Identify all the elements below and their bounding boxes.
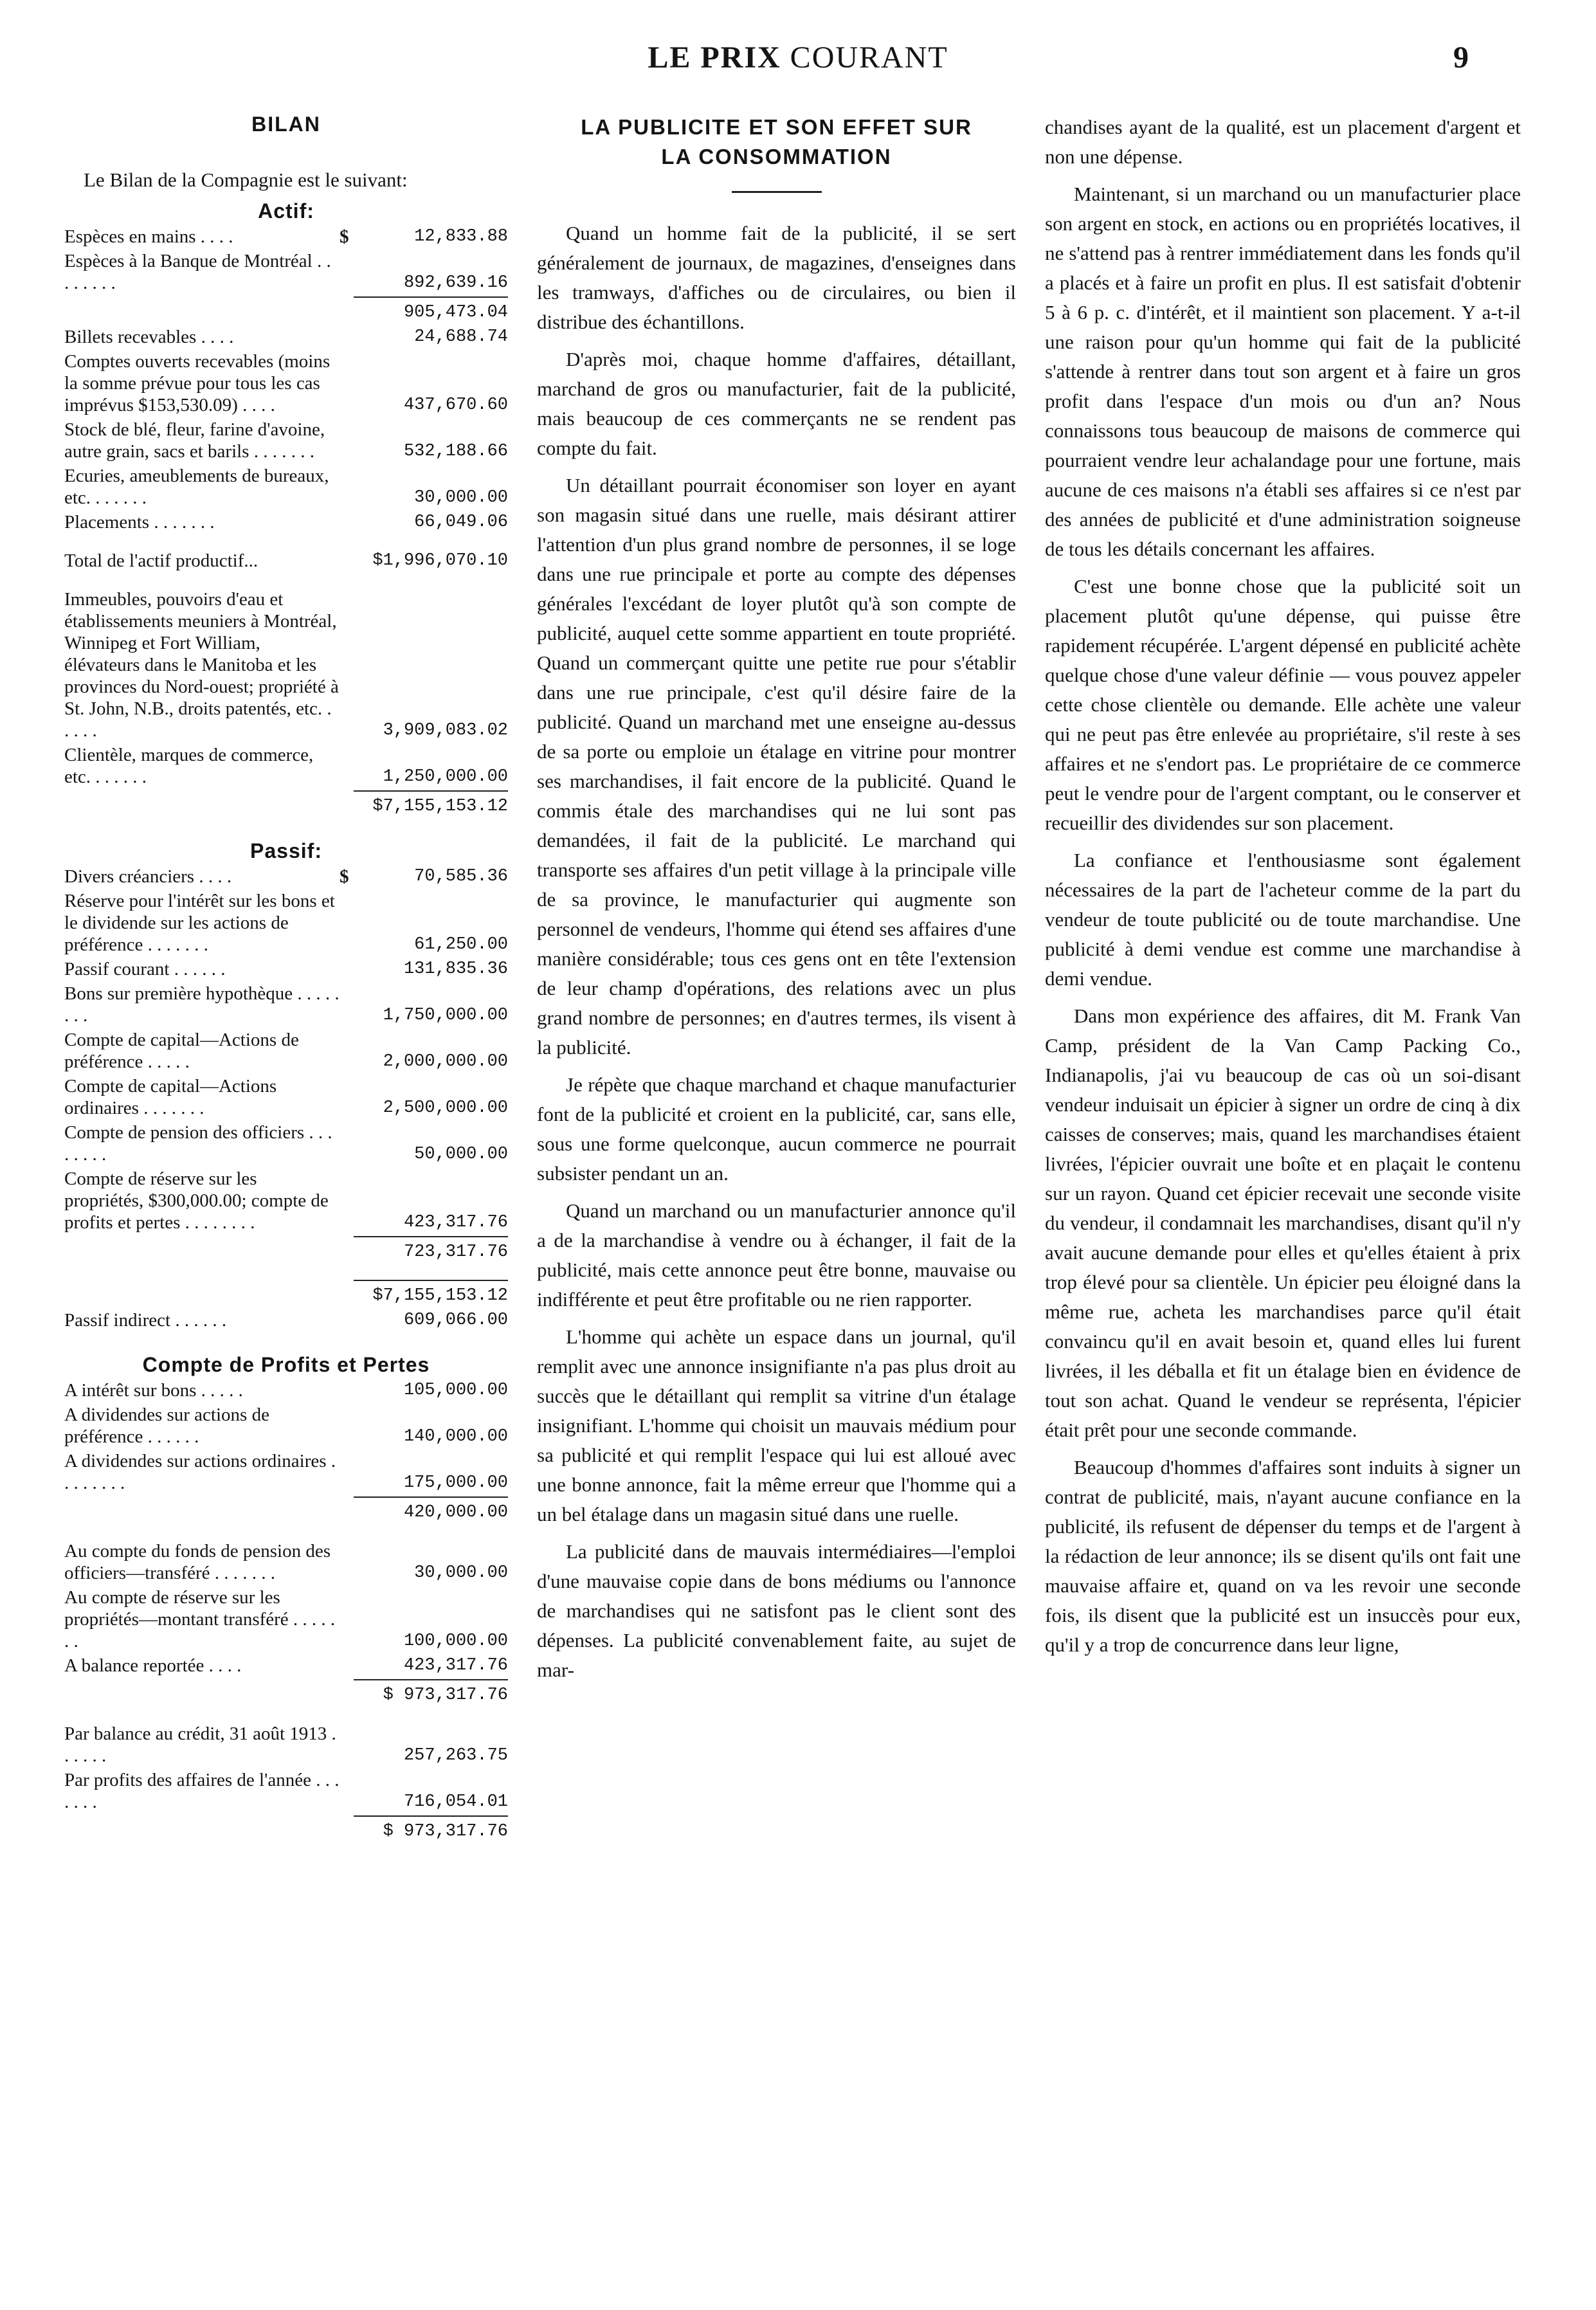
row-amount: 105,000.00 (403, 1381, 508, 1400)
row-amount: 61,250.00 (414, 935, 508, 954)
row-amount: 716,054.01 (403, 1792, 508, 1812)
row-label: Compte de capital—Actions ordinaires . . . . . . . (64, 1076, 277, 1118)
bilan-intro: Le Bilan de la Compagnie est le suivant: (84, 168, 408, 191)
financial-row (64, 866, 508, 887)
financial-row (64, 1655, 508, 1677)
article-title (537, 113, 1016, 172)
row-spacer (64, 1526, 508, 1538)
article-paragraph: Beaucoup d'hommes d'affaires sont induits à signer un contrat de publicité, mais, n'ayant aucune confiance en la publicité, ils refusent de dépenser du temps et de l'argent à la rédaction de leur annonce; ils se disent qu'ils ont fait une mauvaise affaire et, quand on va les revoir une seconde fois, ils disent que la publicité est un insuccès pour eux, qu'il y a trop de concurrence dans leur ligne, (1045, 1456, 1521, 1656)
article-body-2 (1045, 179, 1521, 1660)
page-header (0, 40, 1596, 85)
article-paragraph: Quand un marchand ou un manufacturier annonce qu'il a de la marchandise à vendre ou à échanger, il fait de la publicité, mais cette annonce peut être bonne, mauvaise ou indifférente et peut être profitable ou ne rien rapporter. (537, 1199, 1016, 1311)
article-paragraph: D'après moi, chaque homme d'affaires, détaillant, marchand de gros ou manufacturier, fait de la publicité, mais beaucoup de ces commerçants ne se rendent pas compte du fait. (537, 348, 1016, 459)
row-label: Compte de réserve sur les propriétés, $300,000.00; compte de profits et pertes . . . . . . . . (64, 1169, 329, 1233)
row-amount: 420,000.00 (354, 1496, 508, 1523)
row-amount: 423,317.76 (403, 1656, 508, 1675)
financial-row (64, 1075, 508, 1119)
row-spacer (64, 1709, 508, 1720)
row-amount: 892,639.16 (403, 273, 508, 293)
row-label: Immeubles, pouvoirs d'eau et établissements meuniers à Montréal, Winnipeg et Fort William, élévateurs dans le Manitoba et les provinces du Nord-ouest; propriété à St. John, N.B., droits patentés, etc. . . . . . (64, 589, 339, 741)
financial-row (64, 1404, 508, 1448)
row-label: Stock de blé, fleur, farine d'avoine, autre grain, sacs et barils . . . . . . . (64, 419, 325, 462)
row-amount: 723,317.76 (354, 1236, 508, 1263)
row-label: Total de l'actif productif... (64, 550, 258, 571)
journal-title-rest: COURANT (790, 41, 948, 75)
actif-table (64, 226, 508, 817)
row-amount: 609,066.00 (403, 1311, 508, 1330)
article-paragraph: C'est une bonne chose que la publicité soit un placement plutôt qu'une dépense, qui puisse être rapidement récupérée. L'argent dépensé en publicité achète quelque chose d'une valeur définie — vous pouvez appeler cette chose clientèle ou demande. Elle achète une valeur qui ne peut pas être enlevée au propriétaire, s'il reste à ses affaires et ne s'endort pas. Le propriétaire de ce commerce peut le vendre pour de l'argent comptant, ou le conserver et recueillir des dividendes sur son placement. (1045, 575, 1521, 834)
row-amount: 3,909,083.02 (383, 721, 508, 740)
row-amount: 70,585.36 (414, 867, 508, 886)
row-label: Passif courant . . . . . . (64, 959, 226, 979)
row-amount: $7,155,153.12 (354, 1280, 508, 1307)
row-amount: 175,000.00 (403, 1473, 508, 1493)
article-paragraph: La publicité dans de mauvais intermédiaires—l'emploi d'une mauvaise copie dans de bons médiums ou l'annonce de marchandises qui ne satisfont pas le client sont des dépenses. La publicité convenablement faite, au sujet de mar- (537, 1540, 1016, 1681)
row-label: Clientèle, marques de commerce, etc. . . . . . . (64, 745, 314, 787)
financial-row (64, 1122, 508, 1165)
financial-row (64, 1450, 508, 1494)
row-label: A dividendes sur actions ordinaires . . . . . . . . (64, 1451, 336, 1493)
financial-row (64, 790, 508, 817)
passif-title: Passif: (250, 839, 322, 862)
financial-row (64, 296, 508, 323)
profits-pertes-table (64, 1379, 508, 1842)
row-label: Par balance au crédit, 31 août 1913 . . . . . . (64, 1723, 336, 1766)
row-amount: 1,250,000.00 (383, 767, 508, 787)
article-title-line2: LA CONSOMMATION (661, 145, 892, 168)
financial-row (64, 1309, 508, 1331)
row-spacer (64, 574, 508, 586)
financial-row (64, 226, 508, 248)
row-amount: $ 973,317.76 (354, 1679, 508, 1706)
journal-title (0, 40, 1596, 75)
row-amount: $7,155,153.12 (354, 790, 508, 817)
row-label: Divers créanciers . . . . (64, 866, 232, 887)
row-amount: 12,833.88 (414, 227, 508, 246)
financial-row (64, 1280, 508, 1307)
row-currency: $ (340, 866, 349, 887)
passif-table (64, 866, 508, 1331)
article-column-1 (537, 113, 1016, 1693)
financial-row (64, 890, 508, 956)
row-label: Bons sur première hypothèque . . . . . . . . (64, 983, 340, 1026)
profits-pertes-title: Compte de Profits et Pertes (142, 1353, 430, 1376)
row-amount: 66,049.06 (414, 513, 508, 532)
financial-row (64, 1540, 508, 1584)
row-label: Placements . . . . . . . (64, 512, 215, 532)
financial-row (64, 1815, 508, 1842)
row-amount: $1,996,070.10 (372, 551, 508, 570)
row-label: A balance reportée . . . . (64, 1655, 242, 1676)
financial-row (64, 1029, 508, 1073)
financial-row (64, 588, 508, 741)
row-amount: 50,000.00 (414, 1145, 508, 1164)
row-spacer (64, 536, 508, 547)
financial-row (64, 1168, 508, 1233)
article-paragraph: Un détaillant pourrait économiser son loyer en ayant son magasin situé dans une ruelle, mais désirant attirer l'attention d'un plus grand nombre de personnes, il se loge dans une rue principale et porte au compte des dépenses générales l'excédant de loyer plutôt qu'à son compte de publicité, auquel cette somme appartient en toute propriété. Quand un commerçant quitte une petite rue pour s'établir dans une rue principale, c'est qu'il désire faire de la publicité. Quand un marchand met une enseigne au-dessus de sa porte ou emploie un étalage en vitrine pour montrer ses marchandises, il fait encore de la publicité. Quand le commis étale des marchandises qui ne lui sont pas demandées, il fait de la publicité. Le marchand qui transporte ses affaires d'un petit village à la principale ville de sa province, le manufacturier qui augmente son personnel de vendeurs, l'homme qui étend ses affaires d'une manière considérable; tous ces gens ont en tête l'extension de leur champ d'opérations, des relations avec un plus grand nombre de personnes; en d'autres termes, ils visent à la publicité. (537, 474, 1016, 1059)
row-amount: 257,263.75 (403, 1746, 508, 1765)
actif-title: Actif: (258, 199, 314, 223)
article-paragraph: La confiance et l'enthousiasme sont également nécessaires de la part de l'acheteur comme de la part du vendeur de toute publicité ou de toute marchandise. Une publicité à demi vendue est comme une marchandise à demi vendue. (1045, 849, 1521, 990)
row-label: Au compte de réserve sur les propriétés—montant transféré . . . . . . . (64, 1587, 336, 1651)
financial-row (64, 1496, 508, 1523)
row-amount: 532,188.66 (403, 442, 508, 461)
row-amount: 905,473.04 (354, 296, 508, 323)
financial-row (64, 1723, 508, 1767)
article-paragraph: Maintenant, si un marchand ou un manufacturier place son argent en stock, en actions ou en propriétés locatives, il ne s'attend pas à rentrer immédiatement dans les fonds qu'il a placés et à faire un profit en plus. Il est satisfait d'obtenir 5 à 6 p. c. d'intérêt, et il maintient son placement. Y a-t-il une raison pour qu'un homme qui fait de la publicité s'attende à rentrer dans tout son argent et à faire un gros profit dans l'espace d'un mois ou d'un an? Nous connaissons tous beaucoup de maisons de commerce qui pourraient vendre leur achalandage pour une fortune, mais aucune de ces maisons n'a établi ses affaires si ce n'est par des années de publicité et d'une administration soigneuse de tous les détails concernant les affaires. (1045, 183, 1521, 560)
financial-row (64, 958, 508, 980)
article-title-line1: LA PUBLICITE ET SON EFFET SUR (581, 115, 972, 139)
row-amount: 24,688.74 (414, 327, 508, 347)
row-label: A intérêt sur bons . . . . . (64, 1380, 243, 1401)
page-number: 9 (1453, 41, 1469, 75)
financial-row (64, 1587, 508, 1652)
financial-row (64, 465, 508, 509)
bilan-column (64, 113, 508, 1845)
article-paragraph: Dans mon expérience des affaires, dit M. Frank Van Camp, président de la Van Camp Packing Co., Indianapolis, j'ai vu beaucoup de cas où un soi-disant vendeur induisait un épicier à signer un ordre de cinq à dix caisses de conserves; mais, quand les marchandises étaient livrées, l'épicier ouvrait une boîte et en plaçait le contenu sur un rayon. Quand cet épicier recevait une seconde visite du vendeur, il condamnait les marchandises, disant qu'il n'y avait aucune demande pour elles et qu'elles étaient à prix trop élevé pour sa clientèle. Un épicier peu éloigné dans la même rue, acheta les marchandises parce qu'il était convaincu qu'il en avait besoin et, quand elles lui furent livrées, il les déballa et fit un étalage bien en évidence de tout son achat. Quand le vendeur se représenta, l'épicier était prêt pour une seconde commande. (1045, 1005, 1521, 1441)
row-amount: 2,500,000.00 (383, 1098, 508, 1118)
row-currency: $ (340, 226, 349, 247)
journal-title-le: LE PRIX (648, 41, 781, 75)
row-label: Espèces à la Banque de Montréal . . . . . . . . (64, 251, 331, 293)
article-paragraph: Quand un homme fait de la publicité, il se sert généralement de journaux, de magazines, d'enseignes dans les tramways, d'affiches ou de circulaires, ou bien il distribue des échantillons. (537, 222, 1016, 333)
financial-row (64, 744, 508, 788)
article-body-1 (537, 219, 1016, 1685)
row-amount: 437,670.60 (403, 396, 508, 415)
financial-row (64, 511, 508, 533)
row-label: Compte de pension des officiers . . . . . . . . (64, 1122, 332, 1165)
article-paragraph-continued: chandises ayant de la qualité, est un placement d'argent et non une dépense. (1045, 116, 1521, 168)
row-amount: 1,750,000.00 (383, 1006, 508, 1025)
row-amount: 100,000.00 (403, 1632, 508, 1651)
financial-row (64, 250, 508, 294)
row-label: Espèces en mains . . . . (64, 226, 233, 247)
row-amount: 2,000,000.00 (383, 1052, 508, 1071)
row-label: Par profits des affaires de l'année . . . . . . . (64, 1770, 340, 1812)
financial-row (64, 1236, 508, 1263)
article-column-2 (1045, 113, 1521, 1668)
row-label: Billets recevables . . . . (64, 327, 234, 347)
row-amount: 30,000.00 (414, 488, 508, 507)
article-paragraph: L'homme qui achète un espace dans un journal, qu'il remplit avec une annonce insignifiante n'a pas plus droit au succès que le détaillant qui remplit sa vitrine d'un étalage insignifiant. L'homme qui choisit un mauvais médium pour sa publicité et qui remplit l'espace qui lui est alloué avec une bonne annonce, fait la même erreur que l'homme qui a un bel étalage dans un magasin situé dans une ruelle. (537, 1325, 1016, 1525)
article-paragraph: Je répète que chaque marchand et chaque manufacturier font de la publicité et croient en la publicité, car, sans elle, sous une forme quelconque, aucun commerce ne pourrait subsister pendant un an. (537, 1073, 1016, 1185)
row-label: Comptes ouverts recevables (moins la somme prévue pour tous les cas imprévus $153,530.09) . . . . (64, 351, 331, 415)
row-label: Ecuries, ameublements de bureaux, etc. . . . . . . (64, 466, 329, 508)
row-label: Au compte du fonds de pension des officiers—transféré . . . . . . . (64, 1541, 331, 1583)
row-amount: 140,000.00 (403, 1427, 508, 1446)
financial-row (64, 419, 508, 462)
financial-row (64, 350, 508, 416)
row-spacer (64, 1266, 508, 1277)
row-amount: 423,317.76 (403, 1213, 508, 1232)
row-label: Compte de capital—Actions de préférence . . . . . (64, 1030, 299, 1072)
row-label: Réserve pour l'intérêt sur les bons et le dividende sur les actions de préférence . . . . . . . (64, 891, 335, 955)
financial-row (64, 1379, 508, 1401)
row-label: Passif indirect . . . . . . (64, 1310, 227, 1331)
financial-row (64, 326, 508, 348)
financial-row (64, 1769, 508, 1813)
row-amount: 131,835.36 (403, 959, 508, 979)
row-amount: 30,000.00 (414, 1563, 508, 1583)
financial-row (64, 983, 508, 1026)
financial-row (64, 1679, 508, 1706)
title-divider (732, 191, 822, 193)
row-label: A dividendes sur actions de préférence . . . . . . (64, 1405, 269, 1447)
bilan-title: BILAN (251, 113, 321, 136)
row-amount: $ 973,317.76 (354, 1815, 508, 1842)
financial-row (64, 550, 508, 572)
